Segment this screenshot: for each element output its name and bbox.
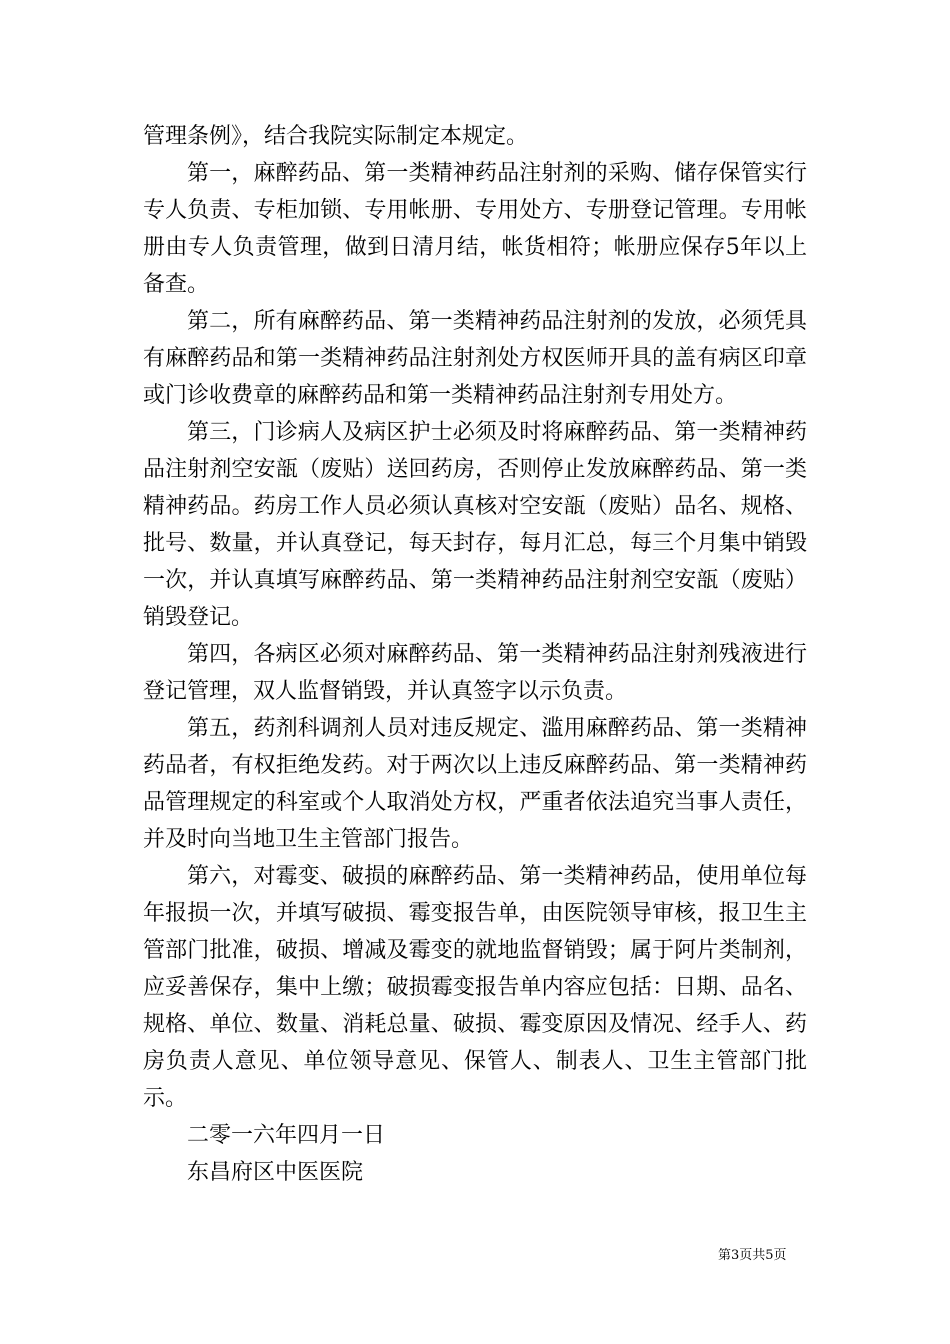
paragraph-rule-2: 第二，所有麻醉药品、第一类精神药品注射剂的发放，必须凭具有麻醉药品和第一类精神药品注射剂处方权医师开具的盖有病区印章或门诊收费章的麻醉药品和第一类精神药品注射剂专用处方。 [143,309,807,408]
paragraph-rule-6: 第六，对霉变、破损的麻醉药品、第一类精神药品，使用单位每年报损一次，并填写破损、霉变报告单，由医院领导审核，报卫生主管部门批准，破损、增减及霉变的就地监督销毁；属于阿片类制剂，应妥善保存，集中上缴；破损霉变报告单内容应包括：日期、品名、规格、单位、数量、消耗总量、破损、霉变原因及情况、经手人、药房负责人意见、单位领导意见、保管人、制表人、卫生主管部门批示。 [143,864,807,1111]
paragraph-intro-continuation: 管理条例》，结合我院实际制定本规定。 [143,124,529,149]
document-date: 二零一六年四月一日 [187,1123,386,1148]
document-body [143,118,807,1191]
page-number-footer: 第3页共5页 [718,1248,787,1263]
paragraph-rule-3: 第三，门诊病人及病区护士必须及时将麻醉药品、第一类精神药品注射剂空安瓿（废贴）送回药房，否则停止发放麻醉药品、第一类精神药品。药房工作人员必须认真核对空安瓿（废贴）品名、规格、批号、数量，并认真登记，每天封存，每月汇总，每三个月集中销毁一次，并认真填写麻醉药品、第一类精神药品注射剂空安瓿（废贴）销毁登记。 [143,420,807,630]
paragraph-rule-4: 第四，各病区必须对麻醉药品、第一类精神药品注射剂残液进行登记管理，双人监督销毁，并认真签字以示负责。 [143,642,807,704]
issuing-organization: 东昌府区中医医院 [187,1160,364,1185]
paragraph-rule-5: 第五，药剂科调剂人员对违反规定、滥用麻醉药品、第一类精神药品者，有权拒绝发药。对于两次以上违反麻醉药品、第一类精神药品管理规定的科室或个人取消处方权，严重者依法追究当事人责任，并及时向当地卫生主管部门报告。 [143,716,807,852]
paragraph-rule-1: 第一，麻醉药品、第一类精神药品注射剂的采购、储存保管实行专人负责、专柜加锁、专用帐册、专用处方、专册登记管理。专用帐册由专人负责管理，做到日清月结，帐货相符；帐册应保存5年以上备查。 [143,161,807,297]
